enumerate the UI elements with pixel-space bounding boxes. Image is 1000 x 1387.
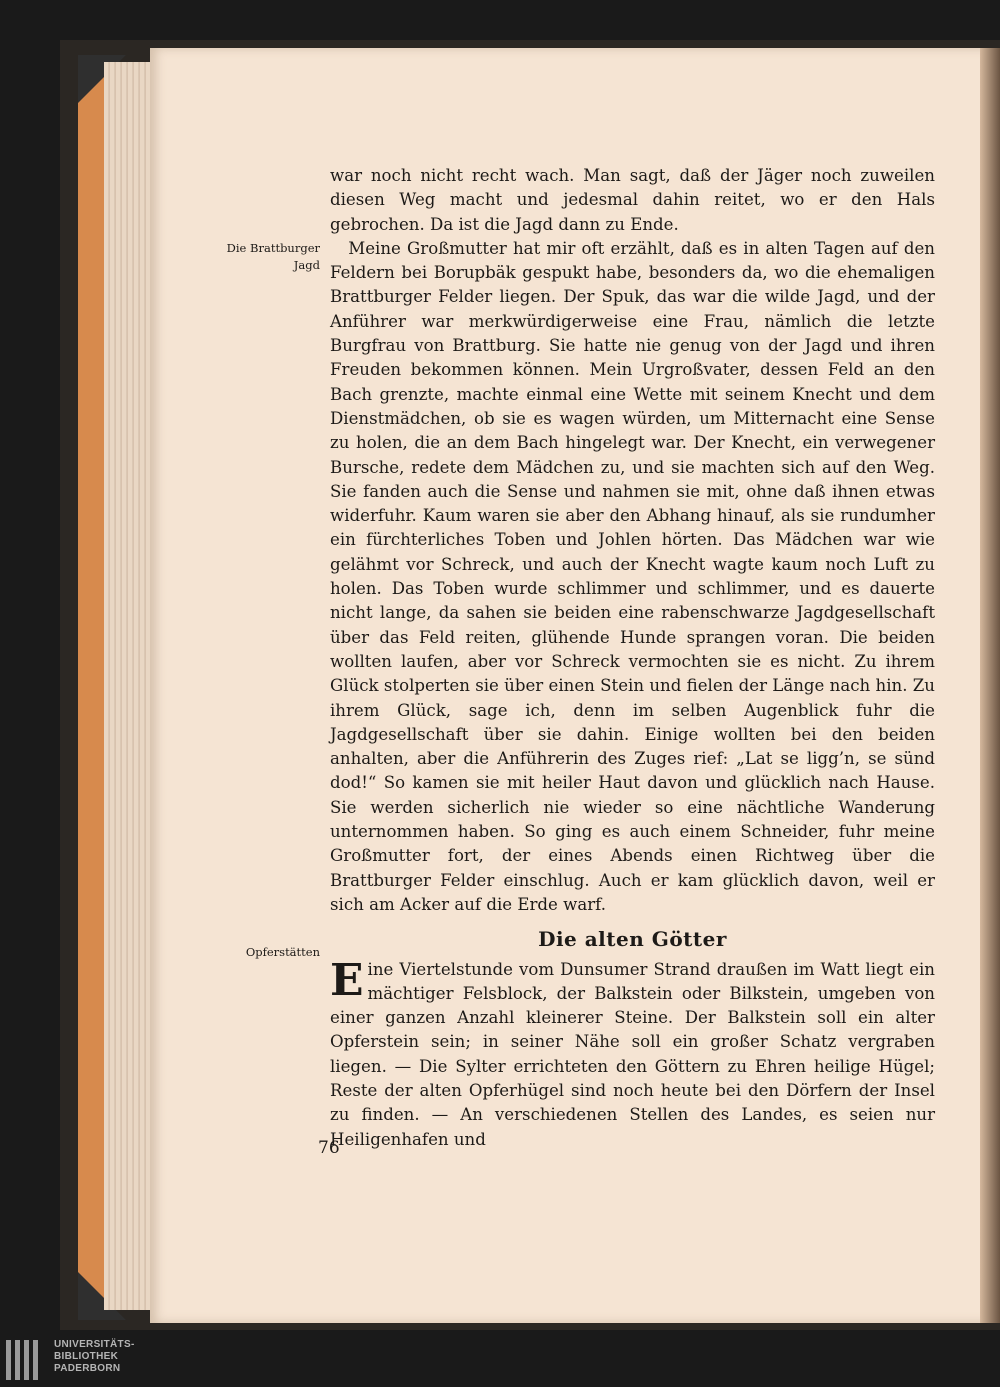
page-number: 76 bbox=[318, 1138, 340, 1158]
logo-line-3: PADERBORN bbox=[54, 1363, 121, 1374]
library-logo bbox=[0, 1333, 300, 1387]
margin-note-opferstaetten: Opferstätten bbox=[245, 945, 320, 959]
section-heading: Die alten Götter bbox=[538, 927, 727, 952]
paragraph-1: war noch nicht recht wach. Man sagt, daß der Jäger noch zuweilen diesen Weg macht und jedesmal dahin reitet, wo er den Hals gebrochen. Da ist die Jagd dann zu Ende. bbox=[330, 166, 935, 234]
drop-cap: E bbox=[330, 954, 364, 1006]
paragraph-3 bbox=[330, 954, 935, 1152]
logo-text bbox=[54, 1339, 135, 1375]
paragraph-2: Meine Großmutter hat mir oft erzählt, daß es in alten Tagen auf den Feldern bei Borupbäk gespukt habe, besonders da, wo die ehemaligen Brattburger Felder liegen. Der Spuk, das war die wilde Jagd, und der Anführer war merkwürdigerweise eine Frau, nämlich die letzte Burgfrau von Brattburg. Sie hatte nie genug von der Jagd und ihren Freuden bekommen können. Mein Urgroßvater, dessen Feld an den Bach grenzte, machte einmal eine Wette mit seinem Knecht und dem Dienstmädchen, ob sie es wagen würden, um Mitternacht eine Sense zu holen, die an dem Bach hingelegt war. Der Knecht, ein verwegener Bursche, redete dem Mädchen zu, und sie machten sich auf den Weg. Sie fanden auch die Sense und nahmen sie mit, ohne daß ihnen etwas widerfuhr. Kaum waren sie aber den Abhang hinauf, als sie rundumher ein fürchterliches Toben und Johlen hörten. Das Mädchen war wie gelähmt vor Schreck, und auch der Knecht wagte kaum noch Luft zu holen. Das Toben wurde schlimmer und schlimmer, und es dauerte nicht lange, da sahen sie beiden eine rabenschwarze Jagdgesellschaft über das Feld reiten, glühende Hunde sprangen voran. Die beiden wollten laufen, aber vor Schreck vermochten sie es nicht. Zu ihrem Glück stolperten sie über einen Stein und fielen der Länge nach hin. Zu ihrem Glück, sage ich, denn im selben Augenblick fuhr die Jagdgesellschaft über sie dahin. Einige wollten bei den beiden anhalten, aber die Anführerin des Zuges rief: „Lat se ligg’n, se sünd dod!“ So kamen sie mit heiler Haut davon und glücklich nach Hause. Sie werden sicherlich nie wieder so eine nächtliche Wanderung unternommen haben. So ging es auch einem Schneider, fuhr meine Großmutter fort, der eines Abends einen Richtweg über die Brattburger Felder einschlug. Auch er kam glücklich davon, weil er sich am Acker auf die Erde warf. bbox=[330, 238, 935, 914]
logo-mark-icon bbox=[6, 1340, 42, 1384]
margin-note-brattburger-jagd: Die Brattburger Jagd bbox=[226, 241, 320, 272]
logo-line-1: UNIVERSITÄTS- bbox=[54, 1339, 135, 1350]
paragraph-3-text: ine Viertelstunde vom Dunsumer Strand draußen im Watt liegt ein mächtiger Felsblock, der Balkstein oder Bilkstein, umgeben von einer ganzen Anzahl kleinerer Steine. Der Balkstein soll ein alter Opferstein sein; in seiner Nähe soll ein großer Schatz vergraben liegen. — Die Sylter errichteten den Göttern zu Ehren heilige Hügel; Reste der alten Opferhügel sind noch heute bei den Dörfern der Insel zu finden. — An verschiedenen Stellen des Landes, es seien nur Heiligenhafen und bbox=[330, 959, 935, 1149]
page-gutter bbox=[980, 48, 1000, 1323]
body-text bbox=[330, 164, 935, 1152]
logo-line-2: BIBLIOTHEK bbox=[54, 1351, 119, 1362]
